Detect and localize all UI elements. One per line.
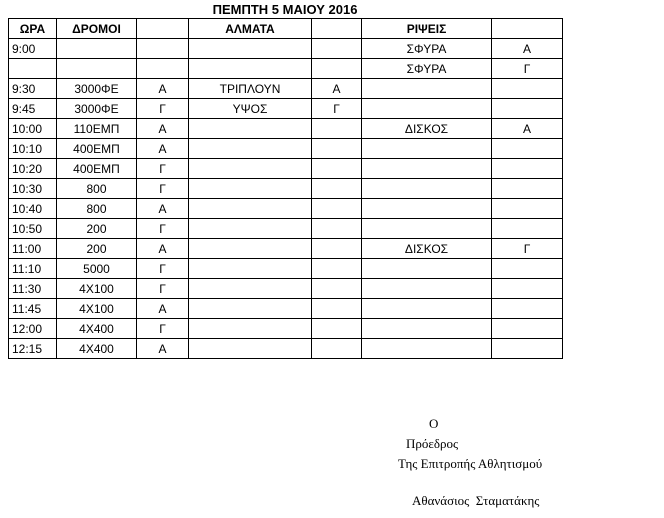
table-row (9, 59, 563, 79)
cell-track-group: Γ (137, 159, 189, 179)
cell-jump-group (312, 199, 362, 219)
cell-track-group: Α (137, 339, 189, 359)
cell-track-event (57, 59, 137, 79)
cell-jump-event (189, 239, 312, 259)
cell-throw-event (362, 79, 492, 99)
cell-throw-group (492, 259, 563, 279)
cell-throw-event (362, 179, 492, 199)
cell-track-group: Α (137, 199, 189, 219)
cell-throw-event (362, 339, 492, 359)
cell-jump-group (312, 139, 362, 159)
cell-time: 10:50 (9, 219, 57, 239)
cell-throw-event (362, 99, 492, 119)
signature-role: Πρόεδρος (406, 436, 459, 451)
cell-jump-event (189, 279, 312, 299)
cell-time: 11:30 (9, 279, 57, 299)
cell-time: 11:00 (9, 239, 57, 259)
cell-throw-group: Α (492, 39, 563, 59)
cell-track-event: 800 (57, 179, 137, 199)
table-row (9, 179, 563, 199)
cell-time: 10:00 (9, 119, 57, 139)
cell-jump-group (312, 219, 362, 239)
cell-throw-event (362, 199, 492, 219)
header-row (9, 19, 563, 39)
cell-jump-event (189, 339, 312, 359)
cell-track-group: Γ (137, 259, 189, 279)
signature-name: Αθανάσιος Σταματάκης (412, 493, 540, 508)
cell-jump-group (312, 119, 362, 139)
cell-time: 12:00 (9, 319, 57, 339)
cell-track-event: 4Χ100 (57, 299, 137, 319)
cell-time: 11:45 (9, 299, 57, 319)
cell-track-group: Α (137, 299, 189, 319)
table-row (9, 279, 563, 299)
cell-throw-event (362, 259, 492, 279)
cell-jump-event (189, 59, 312, 79)
header-throws: ΡΙΨΕΙΣ (362, 19, 492, 39)
table-row (9, 339, 563, 359)
table-row (9, 219, 563, 239)
cell-jump-group (312, 259, 362, 279)
table-row (9, 119, 563, 139)
cell-throw-event: ΔΙΣΚΟΣ (362, 119, 492, 139)
cell-throw-group (492, 279, 563, 299)
cell-time: 9:45 (9, 99, 57, 119)
cell-throw-group (492, 219, 563, 239)
cell-jump-group (312, 179, 362, 199)
cell-jump-group (312, 279, 362, 299)
cell-time: 10:30 (9, 179, 57, 199)
table-row (9, 39, 563, 59)
cell-track-event: 110ΕΜΠ (57, 119, 137, 139)
cell-throw-group (492, 139, 563, 159)
cell-track-event: 200 (57, 239, 137, 259)
header-track-group (137, 19, 189, 39)
table-row (9, 259, 563, 279)
cell-jump-group: Γ (312, 99, 362, 119)
cell-jump-event (189, 199, 312, 219)
cell-track-group (137, 59, 189, 79)
cell-track-event: 400ΕΜΠ (57, 159, 137, 179)
cell-jump-group (312, 39, 362, 59)
cell-track-event: 800 (57, 199, 137, 219)
cell-throw-event (362, 159, 492, 179)
signature-committee: Της Επιτροπής Αθλητισμού (398, 456, 543, 471)
cell-track-event: 4Χ400 (57, 319, 137, 339)
cell-jump-event (189, 39, 312, 59)
cell-throw-group (492, 339, 563, 359)
cell-throw-group (492, 319, 563, 339)
cell-time: 9:00 (9, 39, 57, 59)
cell-track-group: Α (137, 239, 189, 259)
cell-jump-group (312, 239, 362, 259)
header-time: ΩΡΑ (9, 19, 57, 39)
cell-track-event: 5000 (57, 259, 137, 279)
cell-throw-event (362, 299, 492, 319)
table-row (9, 79, 563, 99)
cell-jump-event (189, 159, 312, 179)
cell-throw-event (362, 219, 492, 239)
cell-throw-group (492, 99, 563, 119)
cell-throw-event (362, 319, 492, 339)
cell-track-event: 200 (57, 219, 137, 239)
cell-time (9, 59, 57, 79)
cell-time: 9:30 (9, 79, 57, 99)
cell-throw-event (362, 279, 492, 299)
cell-throw-group: Α (492, 119, 563, 139)
cell-jump-group (312, 339, 362, 359)
cell-time: 12:15 (9, 339, 57, 359)
cell-throw-event: ΣΦΥΡΑ (362, 39, 492, 59)
cell-throw-group (492, 299, 563, 319)
cell-jump-event (189, 219, 312, 239)
cell-jump-group (312, 159, 362, 179)
cell-throw-group (492, 79, 563, 99)
cell-throw-group (492, 199, 563, 219)
cell-track-event: 3000ΦΕ (57, 79, 137, 99)
cell-track-group (137, 39, 189, 59)
table-row (9, 239, 563, 259)
table-row (9, 139, 563, 159)
table-row (9, 99, 563, 119)
cell-track-group: Α (137, 79, 189, 99)
table-row (9, 159, 563, 179)
cell-track-event: 4Χ100 (57, 279, 137, 299)
cell-time: 10:40 (9, 199, 57, 219)
cell-throw-group (492, 179, 563, 199)
schedule-body (9, 39, 563, 359)
cell-jump-group: Α (312, 79, 362, 99)
cell-throw-event: ΔΙΣΚΟΣ (362, 239, 492, 259)
table-row (9, 299, 563, 319)
cell-track-group: Α (137, 119, 189, 139)
header-throw-group (492, 19, 563, 39)
cell-throw-group: Γ (492, 239, 563, 259)
header-jumps: ΑΛΜΑΤΑ (189, 19, 312, 39)
cell-jump-event: ΥΨΟΣ (189, 99, 312, 119)
cell-jump-group (312, 59, 362, 79)
cell-jump-group (312, 319, 362, 339)
cell-track-event (57, 39, 137, 59)
cell-track-group: Γ (137, 179, 189, 199)
cell-jump-event (189, 259, 312, 279)
cell-track-group: Γ (137, 99, 189, 119)
header-track: ΔΡΟΜΟΙ (57, 19, 137, 39)
cell-track-group: Α (137, 139, 189, 159)
cell-jump-event (189, 179, 312, 199)
cell-track-event: 3000ΦΕ (57, 99, 137, 119)
cell-jump-event (189, 139, 312, 159)
signature-article: Ο (429, 416, 439, 431)
schedule-table (8, 18, 563, 359)
cell-jump-event (189, 119, 312, 139)
header-jump-group (312, 19, 362, 39)
cell-track-event: 400ΕΜΠ (57, 139, 137, 159)
cell-throw-event (362, 139, 492, 159)
cell-track-group: Γ (137, 279, 189, 299)
page-title: ΠΕΜΠΤΗ 5 ΜΑΙΟΥ 2016 (212, 2, 358, 17)
table-row (9, 319, 563, 339)
cell-time: 11:10 (9, 259, 57, 279)
cell-track-group: Γ (137, 319, 189, 339)
cell-jump-group (312, 299, 362, 319)
cell-jump-event (189, 319, 312, 339)
cell-throw-group (492, 159, 563, 179)
cell-track-group: Γ (137, 219, 189, 239)
cell-time: 10:10 (9, 139, 57, 159)
cell-jump-event: ΤΡΙΠΛΟΥΝ (189, 79, 312, 99)
cell-jump-event (189, 299, 312, 319)
cell-track-event: 4Χ400 (57, 339, 137, 359)
table-row (9, 199, 563, 219)
cell-throw-group: Γ (492, 59, 563, 79)
cell-time: 10:20 (9, 159, 57, 179)
cell-throw-event: ΣΦΥΡΑ (362, 59, 492, 79)
